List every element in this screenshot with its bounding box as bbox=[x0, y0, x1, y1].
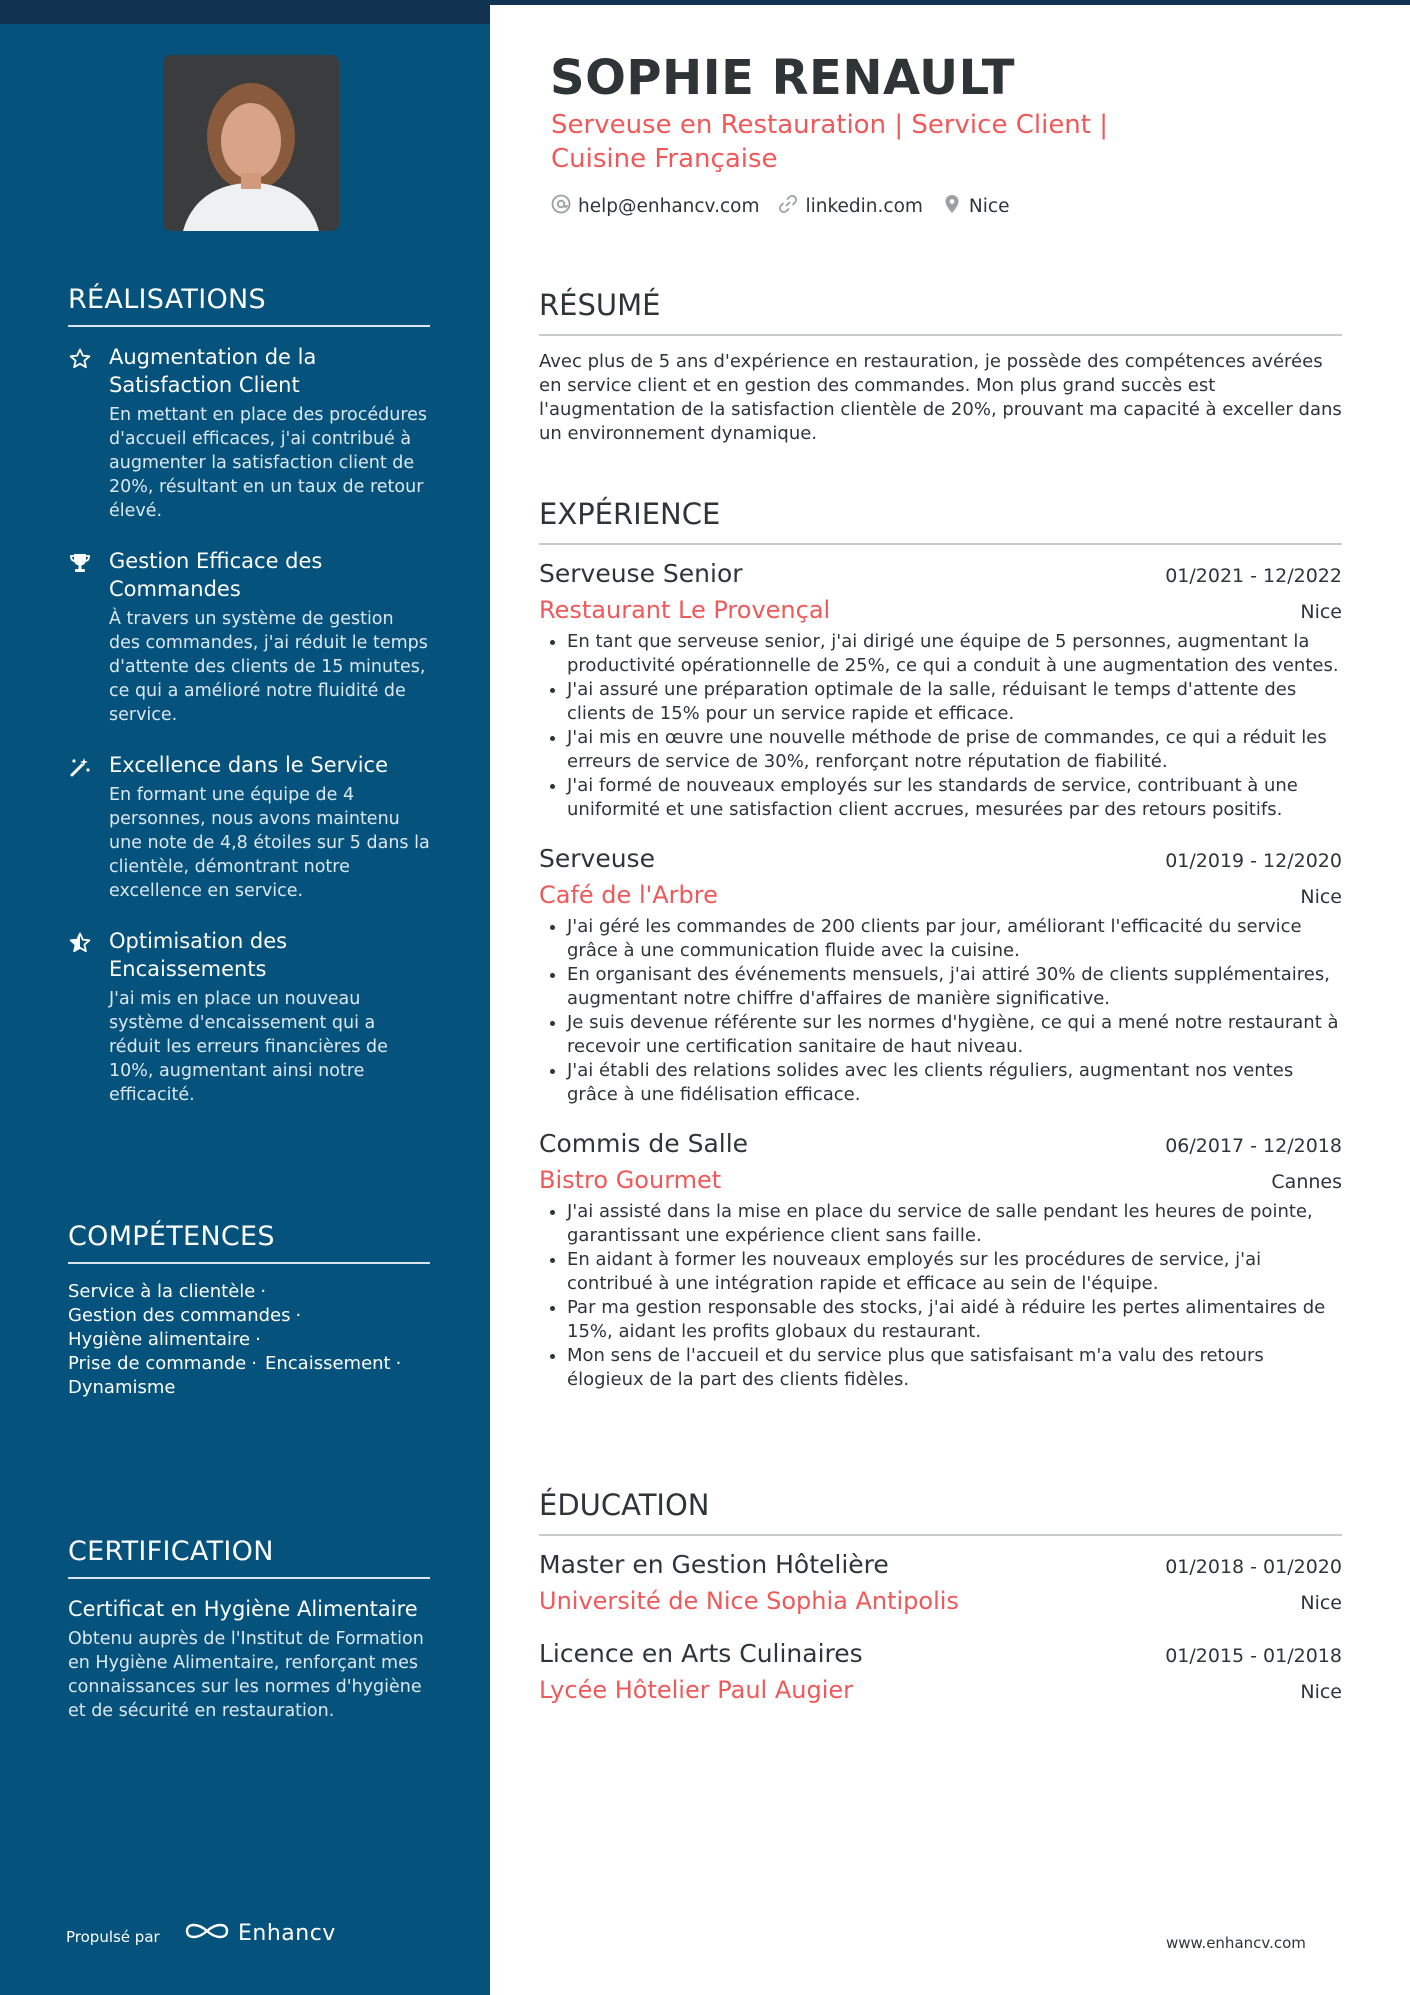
skill-tag: Encaissement · bbox=[265, 1353, 402, 1374]
education-section bbox=[539, 1488, 1342, 1704]
contact-email[interactable] bbox=[550, 193, 759, 220]
main-top-bar bbox=[490, 0, 1410, 5]
achievement-title: Gestion Efficace des Commandes bbox=[109, 549, 323, 601]
sidebar-top-bar bbox=[0, 0, 490, 24]
job-entry bbox=[539, 844, 1342, 1107]
education-school: Lycée Hôtelier Paul Augier bbox=[539, 1676, 854, 1704]
job-company: Bistro Gourmet bbox=[539, 1166, 722, 1194]
certification-section bbox=[68, 1536, 430, 1723]
summary-text: Avec plus de 5 ans d'expérience en restauration, je possède des compétences avérées en service client et en gestion des commandes. Mon plus grand succès est l'augmentation de la satisfaction clientèle de 20%, prouvant ma capacité à exceller dans un environnement dynamique. bbox=[539, 351, 1342, 444]
job-date: 01/2021 - 12/2022 bbox=[1165, 565, 1342, 587]
at-icon bbox=[550, 193, 578, 220]
job-bullet: • J'ai établi des relations solides avec les clients réguliers, augmentant nos ventes grâce à une fidélisation efficace. bbox=[567, 1059, 1342, 1107]
achievement-item bbox=[68, 927, 430, 1107]
location-text: Nice bbox=[968, 196, 1010, 217]
education-school: Université de Nice Sophia Antipolis bbox=[539, 1587, 959, 1615]
website-link[interactable]: www.enhancv.com bbox=[1166, 1934, 1306, 1952]
job-bullet: • En organisant des événements mensuels, j'ai attiré 30% de clients supplémentaires, augmentant notre chiffre d'affaires de manière significative. bbox=[567, 963, 1342, 1011]
achievement-description: En mettant en place des procédures d'accueil efficaces, j'ai contribué à augmenter la satisfaction client de 20%, résultant en un taux de retour élevé. bbox=[109, 405, 428, 521]
education-entry bbox=[539, 1550, 1342, 1615]
job-bullet: • Mon sens de l'accueil et du service plus que satisfaisant m'a valu des retours élogieux de la part des clients fidèles. bbox=[567, 1344, 1342, 1392]
job-date: 01/2019 - 12/2020 bbox=[1165, 850, 1342, 872]
achievement-description: J'ai mis en place un nouveau système d'encaissement qui a réduit les erreurs financières de 10%, augmentant ainsi notre efficacité. bbox=[109, 989, 388, 1105]
skill-tag: Service à la clientèle · bbox=[68, 1281, 267, 1302]
skill-tag: Prise de commande · bbox=[68, 1353, 257, 1374]
linkedin-text: linkedin.com bbox=[805, 196, 923, 217]
contact-linkedin[interactable] bbox=[777, 193, 922, 220]
education-entry bbox=[539, 1639, 1342, 1704]
education-date: 01/2018 - 01/2020 bbox=[1165, 1556, 1342, 1578]
enhancv-brand-name: Enhancv bbox=[238, 1920, 336, 1946]
job-bullets bbox=[539, 630, 1342, 822]
certification-description: Obtenu auprès de l'Institut de Formation en Hygiène Alimentaire, renforçant mes connaissances sur les normes d'hygiène et de sécurité en restauration. bbox=[68, 1629, 424, 1721]
job-title: Commis de Salle bbox=[539, 1129, 749, 1158]
job-entry bbox=[539, 559, 1342, 822]
job-entry bbox=[539, 1129, 1342, 1392]
enhancv-logo[interactable] bbox=[184, 1918, 336, 1948]
job-bullet: • J'ai assisté dans la mise en place du service de salle pendant les heures de pointe, garantissant une expérience client sans faille. bbox=[567, 1200, 1342, 1248]
job-bullets bbox=[539, 915, 1342, 1107]
experience-heading: EXPÉRIENCE bbox=[539, 497, 1342, 545]
education-degree: Master en Gestion Hôtelière bbox=[539, 1550, 889, 1579]
skill-tag: Dynamisme bbox=[68, 1377, 176, 1398]
achievements-section bbox=[68, 284, 430, 1131]
education-degree: Licence en Arts Culinaires bbox=[539, 1639, 863, 1668]
location-pin-icon bbox=[941, 193, 969, 220]
skill-tag: Gestion des commandes · bbox=[68, 1305, 302, 1326]
job-title: Serveuse bbox=[539, 844, 655, 873]
achievement-title: Augmentation de la Satisfaction Client bbox=[109, 345, 317, 397]
job-bullets bbox=[539, 1200, 1342, 1392]
certification-heading: CERTIFICATION bbox=[68, 1536, 430, 1579]
achievement-item bbox=[68, 547, 430, 727]
star-icon bbox=[68, 347, 92, 371]
achievement-item bbox=[68, 751, 430, 903]
contact-location bbox=[941, 193, 1010, 220]
job-location: Nice bbox=[1300, 601, 1342, 623]
job-bullet: • En tant que serveuse senior, j'ai dirigé une équipe de 5 personnes, augmentant la productivité opérationnelle de 25%, ce qui a conduit à une augmentation des ventes. bbox=[567, 630, 1342, 678]
skill-tag: Hygiène alimentaire · bbox=[68, 1329, 261, 1350]
job-bullet: • J'ai géré les commandes de 200 clients par jour, améliorant l'efficacité du service grâce à une communication fluide avec la cuisine. bbox=[567, 915, 1342, 963]
trophy-icon bbox=[68, 551, 92, 575]
skills-heading: COMPÉTENCES bbox=[68, 1221, 430, 1264]
job-bullet: • J'ai mis en œuvre une nouvelle méthode de prise de commandes, ce qui a réduit les erreurs de service de 30%, renforçant notre réputation de fiabilité. bbox=[567, 726, 1342, 774]
job-title: Serveuse Senior bbox=[539, 559, 743, 588]
star-half-icon bbox=[68, 931, 92, 955]
job-date: 06/2017 - 12/2018 bbox=[1165, 1135, 1342, 1157]
link-icon bbox=[777, 193, 805, 220]
achievement-title: Excellence dans le Service bbox=[109, 753, 388, 777]
job-bullet: • Je suis devenue référente sur les normes d'hygiène, ce qui a mené notre restaurant à recevoir une certification sanitaire de haut niveau. bbox=[567, 1011, 1342, 1059]
enhancv-logo-icon bbox=[184, 1918, 230, 1948]
education-location: Nice bbox=[1300, 1681, 1342, 1703]
job-location: Nice bbox=[1300, 886, 1342, 908]
job-bullet: • J'ai assuré une préparation optimale de la salle, réduisant le temps d'attente des clients de 15% pour un service rapide et efficace. bbox=[567, 678, 1342, 726]
magic-wand-icon bbox=[68, 755, 92, 779]
candidate-name: SOPHIE RENAULT bbox=[550, 50, 1016, 106]
job-location: Cannes bbox=[1271, 1171, 1342, 1193]
email-text: help@enhancv.com bbox=[578, 196, 760, 217]
powered-by-label: Propulsé par bbox=[66, 1928, 160, 1946]
profile-photo bbox=[163, 55, 339, 231]
achievement-title: Optimisation des Encaissements bbox=[109, 929, 288, 981]
summary-heading: RÉSUMÉ bbox=[539, 288, 1342, 336]
job-company: Restaurant Le Provençal bbox=[539, 596, 831, 624]
job-bullet: • J'ai formé de nouveaux employés sur les standards de service, contribuant à une uniformité et une satisfaction client accrues, mesurées par des retours positifs. bbox=[567, 774, 1342, 822]
achievement-description: En formant une équipe de 4 personnes, nous avons maintenu une note de 4,8 étoiles sur 5 dans la clientèle, démontrant notre excellence en service. bbox=[109, 785, 430, 901]
summary-section bbox=[539, 288, 1342, 446]
skill-list bbox=[68, 1280, 430, 1400]
contact-row bbox=[550, 193, 1027, 220]
experience-section bbox=[539, 497, 1342, 1392]
job-company: Café de l'Arbre bbox=[539, 881, 718, 909]
job-bullet: • En aidant à former les nouveaux employés sur les procédures de service, j'ai contribué à une intégration rapide et efficace au sein de l'équipe. bbox=[567, 1248, 1342, 1296]
skills-section bbox=[68, 1221, 430, 1400]
education-date: 01/2015 - 01/2018 bbox=[1165, 1645, 1342, 1667]
achievements-heading: RÉALISATIONS bbox=[68, 284, 430, 327]
education-heading: ÉDUCATION bbox=[539, 1488, 1342, 1536]
candidate-role: Serveuse en Restauration | Service Client | Cuisine Française bbox=[551, 110, 1109, 174]
sidebar bbox=[0, 0, 490, 1995]
achievement-item bbox=[68, 343, 430, 523]
certification-title: Certificat en Hygiène Alimentaire bbox=[68, 1597, 418, 1621]
job-bullet: • Par ma gestion responsable des stocks, j'ai aidé à réduire les pertes alimentaires de 15%, aidant les profits globaux du restaurant. bbox=[567, 1296, 1342, 1344]
achievement-description: À travers un système de gestion des commandes, j'ai réduit le temps d'attente des clients de 15 minutes, ce qui a amélioré notre fluidité de service. bbox=[109, 609, 428, 725]
education-location: Nice bbox=[1300, 1592, 1342, 1614]
